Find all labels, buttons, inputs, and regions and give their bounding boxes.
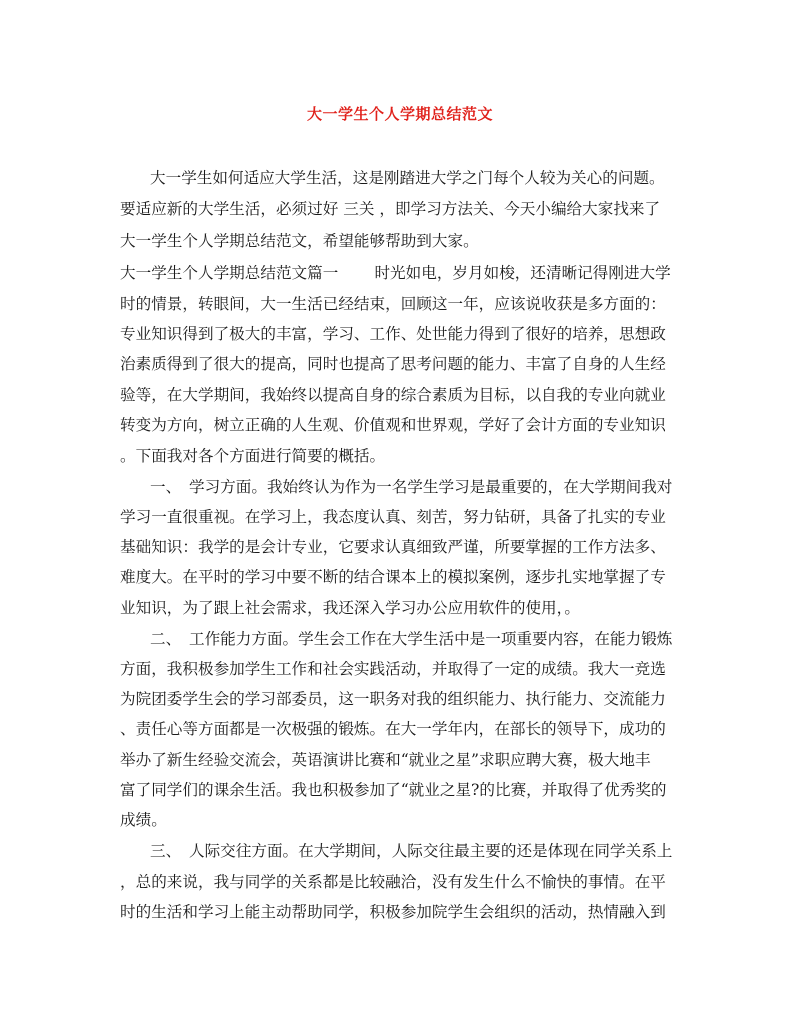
body-line: 要适应新的大学生活，必须过好 三关 ，即学习方法关、今天小编给大家找来了	[120, 200, 661, 218]
body-line: 大一学生如何适应大学生活，这是刚踏进大学之门每个人较为关心的问题。	[150, 169, 665, 187]
body-line: 基础知识：我学的是会计专业，它要求认真细致严谨，所要掌握的工作方法多、	[120, 538, 666, 556]
body-line: 大一学生个人学期总结范文篇一 时光如电，岁月如梭，还清晰记得刚进大学	[120, 264, 671, 282]
body-line: ，总的来说，我与同学的关系都是比较融洽，没有发生什么不愉快的事情。在平	[120, 873, 666, 891]
body-line: 难度大。在平时的学习中要不断的结合课本上的模拟案例，逐步扎实地掌握了专	[120, 568, 666, 586]
body-line: 成绩。	[120, 811, 167, 829]
body-line: 时的情景，转眼间，大一生活已经结束，回顾这一年，应该说收获是多方面的：	[120, 295, 666, 313]
body-line: 方面，我积极参加学生工作和社会实践活动，并取得了一定的成绩。我大一竞选	[120, 660, 666, 678]
body-line: 一、 学习方面。我始终认为作为一名学生学习是最重要的，在大学期间我对	[150, 478, 673, 496]
body-line: 三、 人际交往方面。在大学期间，人际交往最主要的还是体现在同学关系上	[150, 842, 673, 860]
body-line: 学习一直很重视。在学习上，我态度认真、刻苦，努力钻研，具备了扎实的专业	[120, 508, 666, 526]
body-line: 举办了新生经验交流会，英语演讲比赛和“就业之星”求职应聘大赛，极大地丰	[120, 751, 651, 769]
body-line: 大一学生个人学期总结范文，希望能够帮助到大家。	[120, 232, 479, 250]
body-line: 富了同学们的课余生活。我也积极参加了“就业之星?的比赛，并取得了优秀奖的	[120, 781, 667, 799]
body-line: 时的生活和学习上能主动帮助同学，积极参加院学生会组织的活动，热情融入到	[120, 903, 666, 921]
body-line: 业知识，为了跟上社会需求，我还深入学习办公应用软件的使用，。	[120, 599, 581, 617]
body-line: 为院团委学生会的学习部委员，这一职务对我的组织能力、执行能力、交流能力	[120, 690, 666, 708]
body-line: 专业知识得到了极大的丰富，学习、工作、处世能力得到了很好的培养，思想政	[120, 325, 666, 343]
body-line: 、责任心等方面都是一次极强的锻炼。在大一学年内，在部长的领导下，成功的	[120, 720, 666, 738]
body-line: 二、 工作能力方面。学生会工作在大学生活中是一项重要内容，在能力锻炼	[150, 630, 673, 648]
body-line: 转变为方向，树立正确的人生观、价值观和世界观，学好了会计方面的专业知识	[120, 416, 666, 434]
body-line: 治素质得到了很大的提高，同时也提高了思考问题的能力、丰富了自身的人生经	[120, 355, 666, 373]
body-line: 。下面我对各个方面进行简要的概括。	[120, 447, 386, 465]
document-title: 大一学生个人学期总结范文	[306, 105, 493, 123]
body-line: 验等，在大学期间，我始终以提高自身的综合素质为目标，以自我的专业向就业	[120, 386, 666, 404]
